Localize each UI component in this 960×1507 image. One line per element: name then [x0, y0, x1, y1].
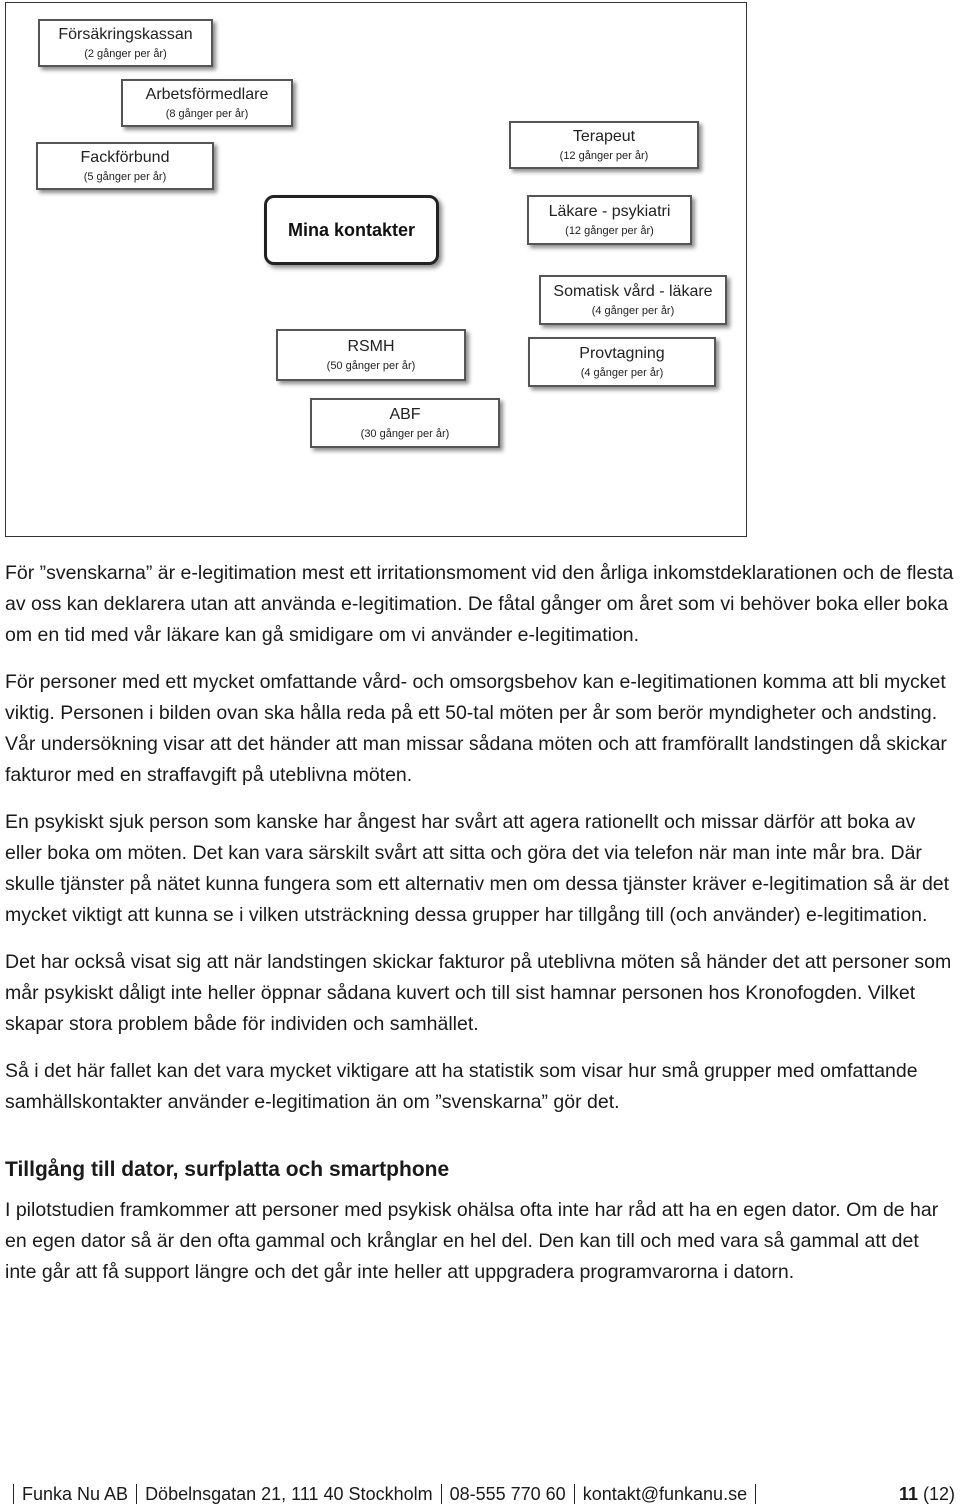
contact-box-arbetsformedlare — [121, 79, 293, 127]
paragraph: I pilotstudien framkommer att personer med psykisk ohälsa ofta inte har råd att ha en egen dator. Om de har en egen dator så är den ofta gammal och krånglar en hel del. Den kan till och med vara så gammal att det inte går att få support längre och det går inte heller att uppgradera programvarorna i datorn. — [5, 1199, 939, 1283]
contact-frequency: (12 gånger per år) — [559, 149, 649, 162]
center-label: Mina kontakter — [287, 219, 416, 240]
footer-separator — [136, 1484, 137, 1504]
contact-name: Försäkringskassan — [58, 26, 193, 44]
contact-box-forsakringskassan — [38, 19, 213, 67]
footer-separator — [755, 1484, 756, 1504]
contact-box-provtagning — [528, 337, 716, 387]
footer-phone: 08-555 770 60 — [449, 1483, 566, 1504]
contact-name: Fackförbund — [80, 149, 170, 167]
section-heading: Tillgång till dator, surfplatta och smartphone — [5, 1158, 450, 1181]
contacts-diagram — [5, 2, 747, 537]
paragraph: Så i det här fallet kan det vara mycket viktigare att ha statistik som visar hur små grupper med omfattande samhällskontakter använder e-legitimation än om ”svenskarna” gör det. — [5, 1060, 918, 1113]
center-box-mina-kontakter — [264, 195, 439, 265]
contact-name: Terapeut — [572, 128, 636, 146]
contact-name: Arbetsförmedlare — [145, 86, 269, 104]
contact-box-somatisk-vard — [539, 275, 727, 325]
page-number: 11 — [898, 1483, 918, 1504]
contact-frequency: (50 gånger per år) — [326, 359, 416, 372]
contact-frequency: (12 gånger per år) — [565, 224, 654, 237]
paragraph: Det har också visat sig att när landstingen skickar fakturor på uteblivna möten så händer det att personer som mår psykiskt dåligt inte heller öppnar sådana kuvert och till sist hamnar personen hos Kronofogden. Vilket skapar stora problem både för individen och samhället. — [5, 951, 952, 1035]
contact-frequency: (5 gånger per år) — [83, 170, 167, 183]
contact-box-fackforbund — [36, 142, 214, 190]
footer-separator — [441, 1484, 442, 1504]
contact-box-lakare-psykiatri — [527, 195, 692, 245]
contact-box-terapeut — [509, 121, 699, 169]
contact-frequency: (30 gånger per år) — [360, 427, 450, 440]
contact-frequency: (8 gånger per år) — [165, 107, 249, 120]
contact-name: ABF — [389, 406, 421, 424]
contact-name: Provtagning — [579, 345, 665, 363]
footer-separator — [574, 1484, 575, 1504]
contact-name: Läkare - psykiatri — [548, 203, 671, 221]
contact-box-abf — [310, 398, 500, 448]
footer-separator — [13, 1484, 14, 1504]
contact-frequency: (2 gånger per år) — [84, 47, 167, 60]
contact-frequency: (4 gånger per år) — [580, 366, 664, 379]
contact-name: RSMH — [347, 338, 395, 356]
contact-frequency: (4 gånger per år) — [591, 304, 675, 317]
footer-email[interactable]: kontakt@funkanu.se — [582, 1483, 748, 1504]
footer-address: Döbelnsgatan 21, 111 40 Stockholm — [145, 1483, 433, 1504]
page-footer — [5, 1482, 955, 1506]
paragraph: En psykiskt sjuk person som kanske har ångest har svårt att agera rationellt och missar därför att boka av eller boka om möten. Det kan vara särskilt svårt att sitta och göra det via telefon när man inte mår bra. Där skulle tjänster på nätet kunna fungera som ett alternativ men om dessa tjänster kräver e-legitimation så är det mycket viktigt att kunna se i vilken utsträckning dessa grupper har tillgång till (och använder) e-legitimation. — [5, 811, 950, 926]
body-text — [5, 558, 955, 1304]
footer-company: Funka Nu AB — [22, 1483, 129, 1504]
contact-name: Somatisk vård - läkare — [553, 283, 713, 301]
paragraph: För ”svenskarna” är e-legitimation mest ett irritationsmoment vid den årliga inkomstdeklarationen och de flesta av oss kan deklarera utan att använda e-legitimation. De fåtal gånger om året som vi behöver boka eller boka om en tid med vår läkare kan gå smidigare om vi använder e-legitimation. — [5, 562, 954, 646]
paragraph: För personer med ett mycket omfattande vård- och omsorgsbehov kan e-legitimationen komma att bli mycket viktig. Personen i bilden ovan ska hålla reda på ett 50-tal möten per år som berör myndigheter och andsting. Vår undersökning visar att det händer att man missar sådana möten och att framförallt landstingen då skickar fakturor med en straffavgift på uteblivna möten. — [5, 671, 947, 786]
contact-box-rsmh — [276, 329, 466, 381]
page-total: (12) — [922, 1483, 955, 1504]
